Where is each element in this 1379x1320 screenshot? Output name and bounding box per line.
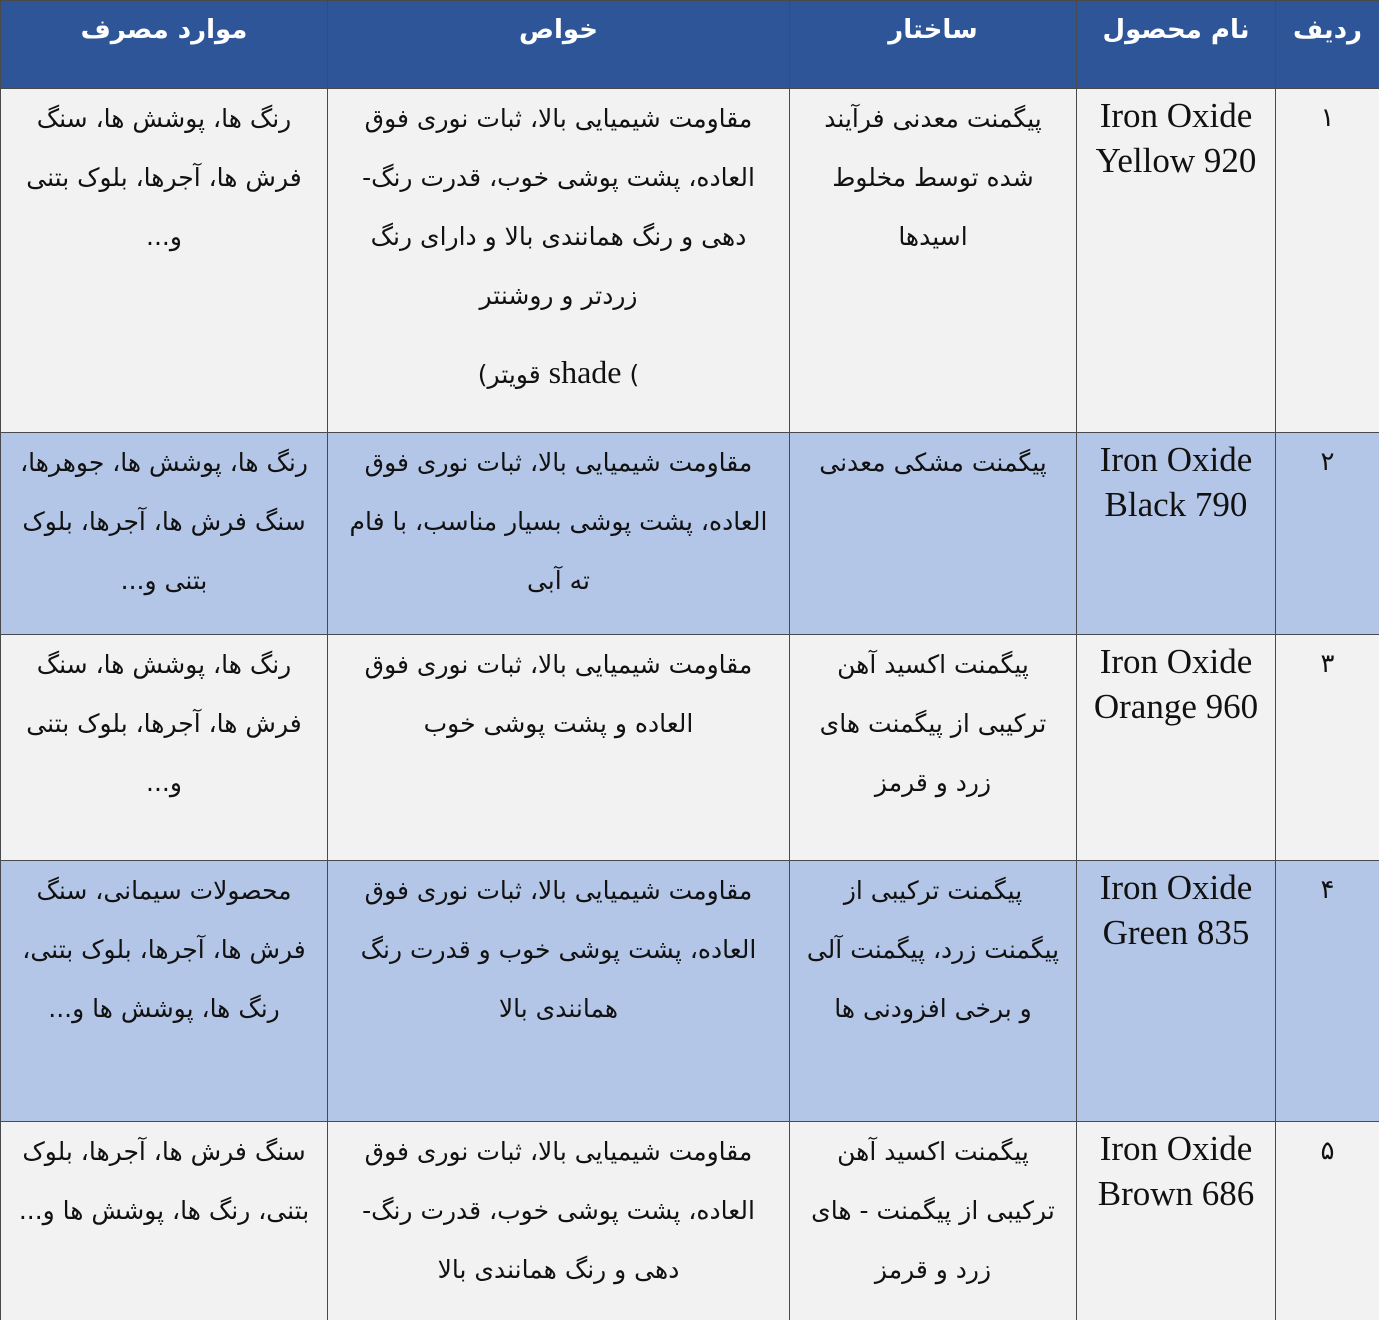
properties-cell: مقاومت شیمیایی بالا، ثبات نوری فوق العاده، پشت پوشی خوب و قدرت رنگ همانندی بالا — [328, 861, 790, 1122]
structure-cell: پیگمنت اکسید آهن ترکیبی از پیگمنت های زرد و قرمز — [790, 635, 1077, 861]
applications-cell: محصولات سیمانی، سنگ فرش ها، آجرها، بلوک بتنی، رنگ ها، پوشش ها و... — [1, 861, 328, 1122]
properties-text: مقاومت شیمیایی بالا، ثبات نوری فوق العاده، پشت پوشی خوب، قدرت رنگ- دهی و رنگ همانندی بالا و دارای رنگ زردتر و روشنتر — [362, 104, 755, 310]
product-name: Iron Oxide Orange 960 — [1077, 635, 1276, 861]
header-applications: موارد مصرف — [1, 1, 328, 89]
properties-cell — [328, 89, 790, 433]
properties-cell: مقاومت شیمیایی بالا، ثبات نوری فوق العاده، پشت پوشی خوب، قدرت رنگ- دهی و رنگ همانندی بالا — [328, 1122, 790, 1320]
applications-cell: سنگ فرش ها، آجرها، بلوک بتنی، رنگ ها، پوشش ها و... — [1, 1122, 328, 1320]
structure-cell: پیگمنت اکسید آهن ترکیبی از پیگمنت - های زرد و قرمز — [790, 1122, 1077, 1320]
header-structure: ساختار — [790, 1, 1077, 89]
note-latin-word: shade — [548, 354, 622, 390]
applications-cell: رنگ ها، پوشش ها، جوهرها، سنگ فرش ها، آجرها، بلوک بتنی و... — [1, 433, 328, 635]
structure-cell: پیگمنت ترکیبی از پیگمنت زرد، پیگمنت آلی و برخی افزودنی ها — [790, 861, 1077, 1122]
applications-cell: رنگ ها، پوشش ها، سنگ فرش ها، آجرها، بلوک بتنی و... — [1, 89, 328, 433]
header-properties: خواص — [328, 1, 790, 89]
table-row — [1, 635, 1379, 861]
product-name: Iron Oxide Yellow 920 — [1077, 89, 1276, 433]
product-name: Iron Oxide Brown 686 — [1077, 1122, 1276, 1320]
product-name: Iron Oxide Black 790 — [1077, 433, 1276, 635]
row-number: ۱ — [1276, 89, 1379, 433]
properties-note — [342, 343, 775, 404]
table-row — [1, 89, 1379, 433]
row-number: ۳ — [1276, 635, 1379, 861]
table-row — [1, 433, 1379, 635]
note-rest: قویتر) — [477, 360, 541, 389]
properties-cell: مقاومت شیمیایی بالا، ثبات نوری فوق العاده و پشت پوشی خوب — [328, 635, 790, 861]
header-product-name: نام محصول — [1077, 1, 1276, 89]
row-number: ۵ — [1276, 1122, 1379, 1320]
header-row-no: ردیف — [1276, 1, 1379, 89]
structure-cell: پیگمنت معدنی فرآیند شده توسط مخلوط اسیدها — [790, 89, 1077, 433]
product-name: Iron Oxide Green 835 — [1077, 861, 1276, 1122]
header-row — [1, 1, 1379, 89]
table-row — [1, 1122, 1379, 1320]
structure-cell: پیگمنت مشکی معدنی — [790, 433, 1077, 635]
properties-cell: مقاومت شیمیایی بالا، ثبات نوری فوق العاده، پشت پوشی بسیار مناسب، با فام ته آبی — [328, 433, 790, 635]
note-open-paren: ( — [629, 360, 640, 389]
row-number: ۴ — [1276, 861, 1379, 1122]
table-row — [1, 861, 1379, 1122]
applications-cell: رنگ ها، پوشش ها، سنگ فرش ها، آجرها، بلوک بتنی و... — [1, 635, 328, 861]
row-number: ۲ — [1276, 433, 1379, 635]
